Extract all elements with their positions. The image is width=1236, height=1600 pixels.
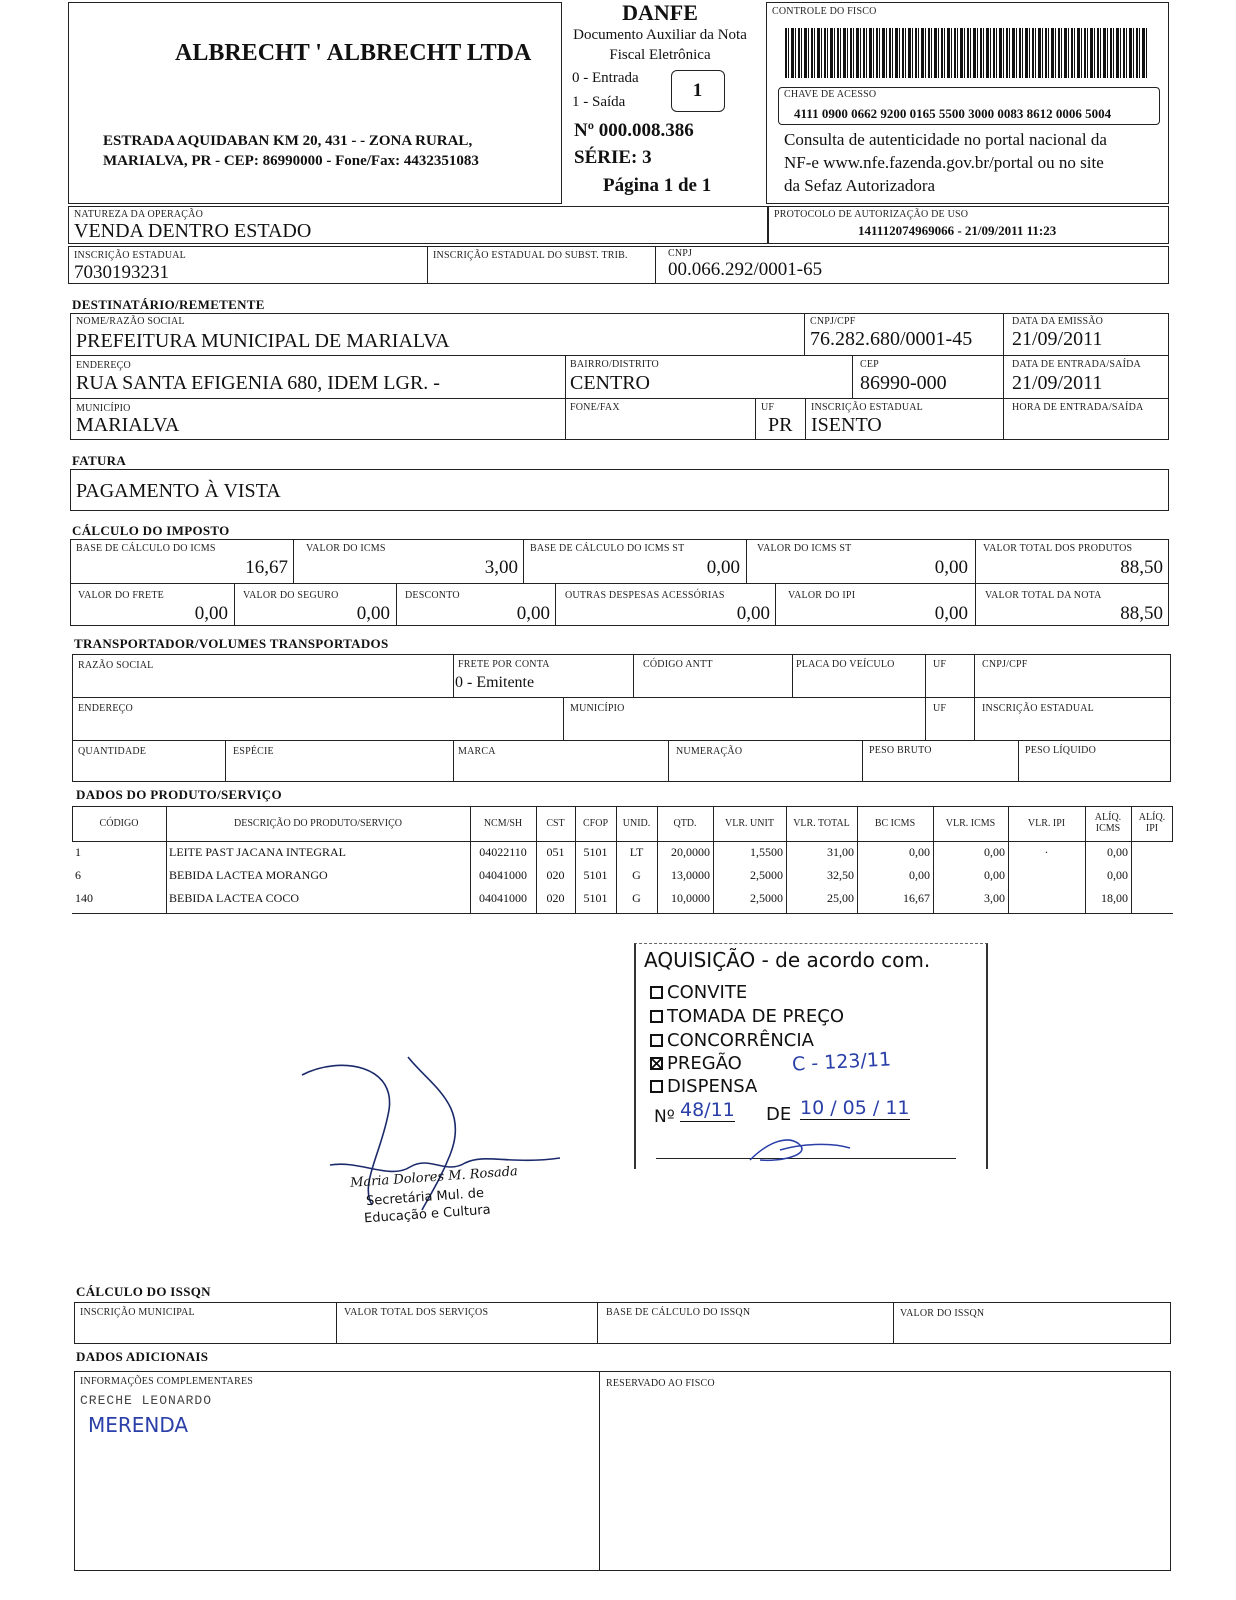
imp-outras: 0,00 (736, 603, 770, 624)
produtos-cell-ncm: 04041000 (479, 891, 527, 905)
tr-uf-label: UF (933, 659, 947, 670)
emitente-name: ALBRECHT ' ALBRECHT LTDA (175, 40, 532, 66)
produtos-header-vlr-unit: VLR. UNIT (725, 818, 774, 829)
consulta-line2: NF-e www.nfe.fazenda.gov.br/portal ou no site (784, 153, 1104, 172)
danfe-title: DANFE (622, 0, 698, 25)
tr-endereco-label: ENDEREÇO (78, 703, 133, 714)
imp-icms: 3,00 (484, 557, 518, 578)
produtos-header-ncm: NCM/SH (483, 818, 523, 829)
imp-seguro-label: VALOR DO SEGURO (243, 590, 339, 601)
signature-name: Maria Dolores M. Rosada (349, 1164, 519, 1191)
tr-numeracao-label: NUMERAÇÃO (676, 746, 743, 757)
imp-st-label: VALOR DO ICMS ST (757, 543, 852, 554)
imp-st: 0,00 (934, 557, 968, 578)
dest-cnpj: 76.282.680/0001-45 (810, 328, 973, 350)
danfe-subtitle-line2: Fiscal Eletrônica (609, 47, 711, 63)
tr-marca-label: MARCA (458, 746, 496, 757)
produtos-cell-bc-icms: 16,67 (903, 891, 930, 905)
produtos-section: DADOS DO PRODUTO/SERVIÇO (76, 787, 282, 802)
imp-total-prod: 88,50 (1120, 557, 1163, 578)
produtos-cell-ncm: 04041000 (479, 868, 527, 882)
produtos-cell-cst: 020 (546, 868, 565, 882)
dest-cnpj-label: CNPJ/CPF (810, 316, 856, 327)
tr-peso-bruto-label: PESO BRUTO (869, 745, 932, 756)
adicionais-section: DADOS ADICIONAIS (76, 1349, 209, 1364)
tr-antt-label: CÓDIGO ANTT (643, 659, 713, 670)
adicionais-reservado-label: RESERVADO AO FISCO (606, 1378, 715, 1389)
stamp-numero-prefix: Nº (654, 1107, 675, 1127)
dest-bairro-label: BAIRRO/DISTRITO (570, 359, 659, 370)
produtos-header-cst: CST (546, 818, 565, 829)
protocolo-value: 141112074969066 - 21/09/2011 11:23 (858, 223, 1057, 238)
dest-fone-label: FONE/FAX (570, 402, 620, 413)
imp-desconto: 0,00 (516, 603, 550, 624)
produtos-cell-cst: 020 (546, 891, 565, 905)
issqn-valor-label: VALOR DO ISSQN (900, 1308, 985, 1319)
protocolo-label: PROTOCOLO DE AUTORIZAÇÃO DE USO (774, 209, 969, 220)
cnpj-value: 00.066.292/0001-65 (668, 259, 823, 280)
produtos-header-qtd: QTD. (673, 818, 697, 829)
consulta-line3: da Sefaz Autorizadora (784, 176, 936, 195)
imposto-section: CÁLCULO DO IMPOSTO (72, 523, 230, 538)
ie-label: INSCRIÇÃO ESTADUAL (74, 250, 186, 261)
imp-bc-st: 0,00 (706, 557, 740, 578)
produtos-cell-aliq-icms: 18,00 (1101, 891, 1128, 905)
danfe-subtitle-line1: Documento Auxiliar da Nota (573, 27, 747, 43)
produtos-cell-qtd: 13,0000 (671, 868, 710, 882)
stamp-option-label: TOMADA DE PREÇO (667, 1006, 845, 1027)
issqn-bc-label: BASE DE CÁLCULO DO ISSQN (606, 1307, 751, 1318)
dest-ie: ISENTO (811, 414, 882, 436)
produtos-cell-unid: LT (629, 845, 644, 859)
stamp-checkbox (650, 986, 663, 999)
dest-entrada-label: DATA DE ENTRADA/SAÍDA (1012, 359, 1141, 370)
dest-uf-label: UF (761, 402, 775, 413)
imp-icms-label: VALOR DO ICMS (306, 543, 386, 554)
stamp-checkbox (650, 1057, 663, 1070)
tr-ie-label: INSCRIÇÃO ESTADUAL (982, 703, 1094, 714)
transportador-box (72, 654, 1171, 782)
tr-municipio-label: MUNICÍPIO (570, 703, 625, 714)
produtos-header-bc-icms: BC ICMS (874, 818, 916, 829)
dest-uf: PR (768, 414, 793, 436)
emitente-address-line1: ESTRADA AQUIDABAN KM 20, 431 - - ZONA RURAL, (103, 133, 473, 149)
dest-nome-label: NOME/RAZÃO SOCIAL (76, 316, 185, 327)
produtos-header-codigo: CÓDIGO (99, 818, 139, 829)
consulta-line1: Consulta de autenticidade no portal nacional da (784, 130, 1107, 149)
dest-hora-label: HORA DE ENTRADA/SAÍDA (1012, 402, 1144, 413)
produtos-header-vlr-total: VLR. TOTAL (793, 818, 850, 829)
stamp-checkbox (650, 1010, 663, 1023)
dest-municipio: MARIALVA (76, 414, 180, 436)
imp-total-nota: 88,50 (1120, 603, 1163, 624)
stamp-option-label: DISPENSA (667, 1076, 758, 1097)
produtos-cell-cst: 051 (546, 845, 565, 859)
destinatario-section: DESTINATÁRIO/REMETENTE (72, 297, 265, 312)
stamp-numero-hand: 48/11 (680, 1099, 735, 1121)
produtos-cell-cfop: 5101 (583, 845, 608, 859)
stamp-title: AQUISIÇÃO - de acordo com. (644, 948, 931, 972)
produtos-header-cfop: CFOP (582, 818, 608, 829)
imp-ipi: 0,00 (934, 603, 968, 624)
adicionais-info-hand: MERENDA (88, 1413, 189, 1437)
produtos-cell-qtd: 10,0000 (671, 891, 710, 905)
tr-especie-label: ESPÉCIE (233, 746, 274, 757)
dest-nome: PREFEITURA MUNICIPAL DE MARIALVA (76, 330, 450, 352)
ie-st-label: INSCRIÇÃO ESTADUAL DO SUBST. TRIB. (433, 250, 628, 261)
produtos-cell-vlr-unit: 2,5000 (750, 891, 783, 905)
dest-bairro: CENTRO (570, 372, 650, 394)
produtos-cell-aliq-icms: 0,00 (1107, 845, 1128, 859)
produtos-cell-vlr-total: 31,00 (827, 845, 854, 859)
danfe-saida: 1 - Saída (572, 94, 626, 110)
stamp-option-label: CONCORRÊNCIA (667, 1030, 814, 1051)
chave-label: CHAVE DE ACESSO (784, 89, 877, 100)
produtos-cell-codigo: 6 (75, 868, 81, 882)
danfe-pagina: Página 1 de 1 (603, 175, 712, 196)
emitente-address-line2: MARIALVA, PR - CEP: 86990000 - Fone/Fax: 4432351083 (103, 153, 479, 169)
produtos-cell-descricao: BEBIDA LACTEA COCO (169, 891, 300, 905)
stamp-option-label: CONVITE (667, 982, 748, 1003)
produtos-header-unid: UNID. (622, 818, 651, 829)
tr-uf2-label: UF (933, 703, 947, 714)
issqn-section: CÁLCULO DO ISSQN (76, 1284, 211, 1299)
imp-desconto-label: DESCONTO (405, 590, 460, 601)
natureza-label: NATUREZA DA OPERAÇÃO (74, 209, 204, 220)
stamp-pregao-hand: C - 123/11 (791, 1048, 892, 1076)
danfe-numero: Nº 000.008.386 (574, 120, 694, 141)
produtos-cell-cfop: 5101 (583, 868, 608, 882)
cnpj-label: CNPJ (668, 248, 693, 259)
issqn-inscricao-label: INSCRIÇÃO MUNICIPAL (80, 1307, 195, 1318)
natureza-value: VENDA DENTRO ESTADO (74, 220, 312, 242)
danfe-entrada: 0 - Entrada (572, 70, 639, 86)
imp-total-prod-label: VALOR TOTAL DOS PRODUTOS (983, 543, 1133, 554)
produtos-cell-vlr-icms: 0,00 (984, 868, 1005, 882)
produtos-cell-descricao: LEITE PAST JACANA INTEGRAL (169, 845, 347, 859)
signature-role-line1: Secretária Mul. de (365, 1185, 485, 1210)
imp-bc-icms-label: BASE DE CÁLCULO DO ICMS (76, 543, 216, 554)
dest-cep-label: CEP (860, 359, 879, 370)
dest-municipio-label: MUNICÍPIO (76, 403, 131, 414)
issqn-total-label: VALOR TOTAL DOS SERVIÇOS (344, 1307, 489, 1318)
dest-entrada: 21/09/2011 (1012, 372, 1103, 394)
tr-razao-label: RAZÃO SOCIAL (78, 660, 154, 671)
imp-seguro: 0,00 (356, 603, 390, 624)
adicionais-box (74, 1371, 1171, 1571)
stamp-data-hand: 10 / 05 / 11 (800, 1097, 910, 1119)
produtos-cell-codigo: 1 (75, 845, 81, 859)
produtos-cell-descricao: BEBIDA LACTEA MORANGO (169, 868, 328, 882)
fatura-value: PAGAMENTO À VISTA (76, 480, 281, 502)
produtos-header-vlr-ipi: VLR. IPI (1027, 818, 1066, 829)
tr-frete: 0 - Emitente (455, 674, 535, 691)
produtos-cell-vlr-unit: 2,5000 (750, 868, 783, 882)
produtos-cell-qtd: 20,0000 (671, 845, 710, 859)
barcode (785, 28, 1147, 78)
adicionais-info-label: INFORMAÇÕES COMPLEMENTARES (80, 1376, 254, 1387)
emitente-box (68, 2, 562, 204)
fatura-section: FATURA (72, 453, 127, 468)
tr-cnpj-label: CNPJ/CPF (982, 659, 1028, 670)
produtos-cell-vlr-unit: 1,5500 (750, 845, 783, 859)
imp-frete: 0,00 (194, 603, 228, 624)
dest-endereco: RUA SANTA EFIGENIA 680, IDEM LGR. - (76, 372, 440, 394)
danfe-tipo: 1 (692, 80, 703, 101)
stamp-checkbox (650, 1080, 663, 1093)
imp-frete-label: VALOR DO FRETE (78, 590, 164, 601)
produtos-header-aliq-ipi: ALÍQ. IPI (1138, 812, 1166, 834)
produtos-cell-vlr-icms: 3,00 (984, 891, 1005, 905)
produtos-cell-bc-icms: 0,00 (909, 868, 930, 882)
stamp-initials (740, 1130, 860, 1170)
tr-frete-label: FRETE POR CONTA (458, 659, 550, 670)
dest-emissao-label: DATA DA EMISSÃO (1012, 316, 1104, 327)
signature-role-line2: Educação e Cultura (363, 1202, 492, 1227)
tr-placa-label: PLACA DO VEÍCULO (796, 659, 895, 670)
imp-bc-icms: 16,67 (245, 557, 288, 578)
dest-cep: 86990-000 (860, 372, 947, 394)
produtos-cell-unid: G (632, 868, 641, 882)
produtos-cell-aliq-icms: 0,00 (1107, 868, 1128, 882)
produtos-cell-vlr-total: 32,50 (827, 868, 854, 882)
dest-ie-label: INSCRIÇÃO ESTADUAL (811, 402, 923, 413)
imp-ipi-label: VALOR DO IPI (788, 590, 856, 601)
stamp-de-label: DE (766, 1104, 792, 1125)
tr-quantidade-label: QUANTIDADE (78, 746, 147, 757)
transportador-section: TRANSPORTADOR/VOLUMES TRANSPORTADOS (74, 636, 389, 651)
stamp-checkbox (650, 1034, 663, 1047)
dest-endereco-label: ENDEREÇO (76, 360, 131, 371)
imp-bc-st-label: BASE DE CÁLCULO DO ICMS ST (530, 543, 685, 554)
danfe-serie: SÉRIE: 3 (574, 147, 652, 168)
chave-value: 4111 0900 0662 9200 0165 5500 3000 0083 8612 0006 5004 (794, 106, 1112, 121)
danfe-tipo-box (671, 70, 725, 112)
produtos-header-descricao: DESCRIÇÃO DO PRODUTO/SERVIÇO (234, 818, 402, 829)
imp-total-nota-label: VALOR TOTAL DA NOTA (985, 590, 1102, 601)
produtos-cell-vlr-ipi: · (1044, 845, 1049, 859)
produtos-cell-bc-icms: 0,00 (909, 845, 930, 859)
produtos-header-vlr-icms: VLR. ICMS (945, 818, 996, 829)
controle-label: CONTROLE DO FISCO (772, 6, 877, 17)
ie-value: 7030193231 (74, 262, 169, 283)
stamp-option-label: PREGÃO (667, 1053, 742, 1074)
tr-peso-liquido-label: PESO LÍQUIDO (1025, 745, 1097, 756)
produtos-cell-vlr-icms: 0,00 (984, 845, 1005, 859)
adicionais-info-text: CRECHE LEONARDO (80, 1393, 213, 1408)
produtos-header-aliq-icms: ALÍQ. ICMS (1094, 812, 1122, 834)
produtos-cell-cfop: 5101 (583, 891, 608, 905)
produtos-cell-codigo: 140 (75, 891, 93, 905)
imp-outras-label: OUTRAS DESPESAS ACESSÓRIAS (565, 590, 725, 601)
produtos-cell-ncm: 04022110 (479, 845, 527, 859)
produtos-cell-unid: G (632, 891, 641, 905)
produtos-cell-vlr-total: 25,00 (827, 891, 854, 905)
dest-emissao: 21/09/2011 (1012, 328, 1103, 350)
